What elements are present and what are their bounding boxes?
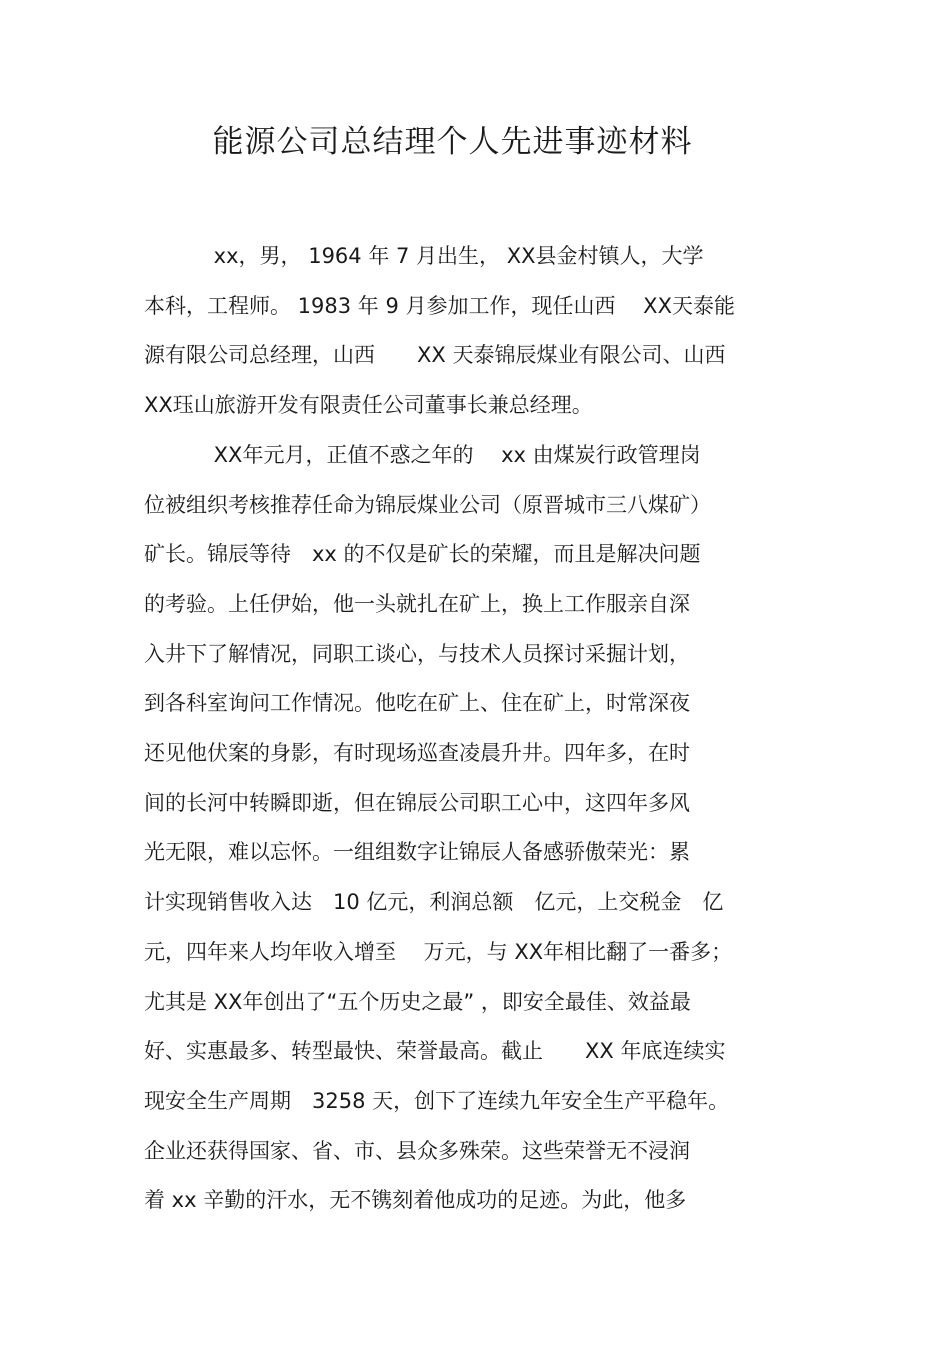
body-text-line: 元，四年来人均年收入增至 万元，与 XX年相比翻了一番多；	[144, 939, 733, 964]
body-text-line: XX珏山旅游开发有限责任公司董事长兼总经理。	[144, 393, 593, 418]
body-text-line: 位被组织考核推荐任命为锦辰煤业公司（原晋城市三八煤矿）	[144, 492, 711, 517]
body-text-line: 到各科室询问工作情况。他吃在矿上、住在矿上，时常深夜	[144, 691, 690, 716]
body-text-line: 好、实惠最多、转型最快、荣誉最高。截止 XX 年底连续实	[144, 1039, 726, 1064]
body-text-line: 本科，工程师。 1983 年 9 月参加工作，现任山西 XX天泰能	[144, 293, 735, 318]
body-text-line: 还见他伏案的身影，有时现场巡查凌晨升井。四年多，在时	[144, 741, 690, 765]
body-text-line: 光无限，难以忘怀。一组组数字让锦辰人备感骄傲荣光：累	[144, 840, 690, 865]
document-title: 能源公司总结理个人先进事迹材料	[212, 124, 693, 160]
body-text-line: 源有限公司总经理，山西 XX 天泰锦辰煤业有限公司、山西	[144, 343, 726, 368]
body-text-line: 计实现销售收入达 10 亿元，利润总额 亿元，上交税金 亿	[144, 890, 724, 915]
body-text-line: 的考验。上任伊始，他一头就扎在矿上，换上工作服亲自深	[144, 591, 690, 616]
body-text-line: 尤其是 XX年创出了“五个历史之最” ，即安全最佳、效益最	[144, 989, 691, 1014]
body-text-line: 着 xx 辛勤的汗水，无不镌刻着他成功的足迹。为此，他多	[144, 1188, 687, 1213]
body-text-line: 入井下了解情况，同职工谈心，与技术人员探讨采掘计划，	[144, 641, 690, 666]
body-text-line: XX年元月，正值不惑之年的 xx 由煤炭行政管理岗	[144, 442, 701, 467]
body-text-line: 矿长。锦辰等待 xx 的不仅是矿长的荣耀，而且是解决问题	[144, 542, 701, 567]
body-text-line: xx，男， 1964 年 7 月出生， XX县金村镇人，大学	[144, 244, 704, 268]
body-text-line: 间的长河中转瞬即逝，但在锦辰公司职工心中，这四年多风	[144, 790, 690, 815]
body-text-line: 现安全生产周期 3258 天，创下了连续九年安全生产平稳年。	[144, 1088, 730, 1113]
body-text-line: 企业还获得国家、省、市、县众多殊荣。这些荣誉无不浸润	[144, 1138, 690, 1163]
